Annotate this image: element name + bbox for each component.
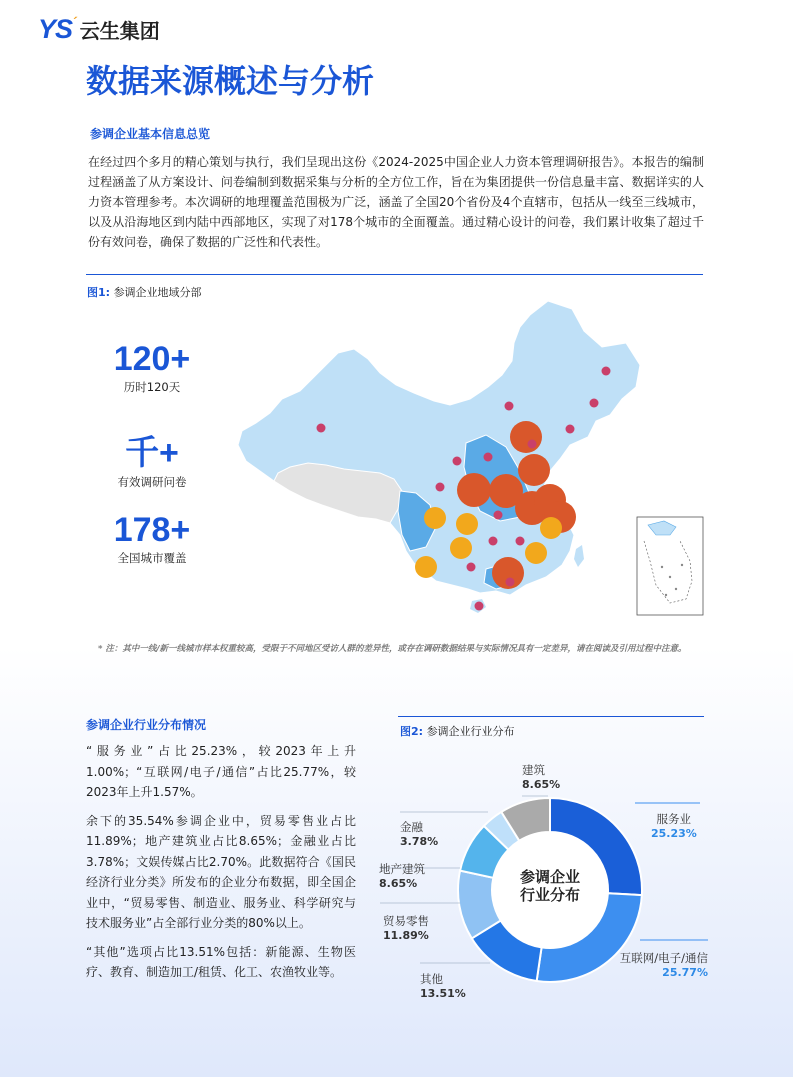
stat-block-days	[92, 340, 212, 395]
donut-center-line2: 行业分布	[519, 886, 581, 904]
company-logo	[38, 14, 160, 45]
donut-center-line1: 参调企业	[519, 868, 581, 886]
city-dot-small	[602, 367, 611, 376]
logo-text: 云生集团	[79, 19, 160, 43]
city-dot-mid	[450, 537, 472, 559]
figure1-note: * 注：其中一线/新一线城市样本权重较高，受限于不同地区受访人群的差异性，或存在调研数据结果与实际情况具有一定差异，请在阅读及引用过程中注意。	[98, 644, 687, 654]
logo-mark: YS´	[38, 14, 76, 44]
city-dot-small	[467, 563, 476, 572]
donut-label-internet: 互联网/电子/通信 25.77%	[619, 951, 708, 979]
city-dot-large	[510, 421, 542, 453]
city-dot-large	[518, 454, 550, 486]
city-dot-small	[475, 602, 484, 611]
city-dot-small	[436, 483, 445, 492]
stat-label: 有效调研问卷	[117, 475, 187, 489]
industry-paragraph-2: 余下的35.54%参调企业中，贸易零售业占比11.89%；地产建筑业占比8.65%；金融业占比3.78%；文娱传媒占比2.70%。此数据符合《国民经济行业分类》所发布的企业分布数据，即全国企业中，“贸易零售、制造业、服务业、科学研究与技术服务业”占全部行业分类的80%以上。	[86, 813, 356, 930]
industry-text	[86, 741, 356, 991]
figure1-caption: 图1: 参调企业地域分部	[87, 286, 202, 299]
city-dot-mid	[540, 517, 562, 539]
china-map	[230, 295, 710, 625]
city-dot-small	[506, 578, 515, 587]
industry-paragraph-1: “服务业”占比25.23%，较2023年上升1.00%；“互联网/电子/通信”占比25.77%，较2023年上升1.57%。	[86, 744, 356, 799]
city-dot-mid	[415, 556, 437, 578]
page-title: 数据来源概述与分析	[86, 62, 375, 100]
stat-block-cities	[92, 511, 212, 566]
city-dot-small	[484, 453, 493, 462]
stat-label: 历时120天	[123, 380, 181, 394]
city-dot-small	[528, 440, 537, 449]
map-island-taiwan	[574, 545, 584, 567]
city-dot-small	[505, 402, 514, 411]
donut-label-other: 其他 13.51%	[420, 972, 466, 1000]
city-dot-mid	[525, 542, 547, 564]
donut-label-retail: 贸易零售 11.89%	[383, 914, 429, 942]
section-heading-industry: 参调企业行业分布情况	[86, 718, 207, 732]
city-dot-small	[566, 425, 575, 434]
industry-paragraph-3: “其他”选项占比13.51%包括：新能源、生物医疗、教育、制造加工/租赁、化工、农渔牧业等。	[86, 944, 356, 979]
stat-value: 178+	[113, 511, 191, 549]
city-dot-mid	[424, 507, 446, 529]
city-dot-small	[317, 424, 326, 433]
figure2-rule	[398, 716, 704, 717]
stat-value: 120+	[113, 340, 191, 378]
donut-label-real-estate: 地产建筑 8.65%	[379, 862, 425, 890]
city-dot-small	[516, 537, 525, 546]
stat-block-surveys	[92, 425, 212, 490]
city-dot-small	[590, 399, 599, 408]
city-dot-small	[489, 537, 498, 546]
city-dot-small	[453, 457, 462, 466]
figure1-rule	[86, 274, 703, 275]
figure2-caption: 图2: 参调企业行业分布	[400, 725, 515, 738]
donut-label-construction: 建筑 8.65%	[522, 763, 561, 791]
section-heading-overview: 参调企业基本信息总览	[90, 127, 211, 141]
stat-value: 千+	[125, 434, 179, 472]
city-dot-large	[457, 473, 491, 507]
city-dot-mid	[456, 513, 478, 535]
stat-label: 全国城市覆盖	[117, 551, 187, 565]
donut-label-finance: 金融 3.78%	[400, 820, 439, 848]
city-dot-small	[494, 511, 503, 520]
donut-label-service: 服务业 25.23%	[651, 812, 697, 840]
overview-paragraph: 在经过四个多月的精心策划与执行，我们呈现出这份《2024-2025中国企业人力资本管理调研报告》。本报告的编制过程涵盖了从方案设计、问卷编制到数据采集与分析的全方位工作，旨在为集团提供一份信息量丰富、数据详实的人力资本管理参考。本次调研的地理覆盖范围极为广泛，涵盖了全国20个省份及4个直辖市，包括从一线至三线城市，以及从沿海地区到内陆中西部地区，实现了对178个城市的全面覆盖。通过精心设计的问卷，我们累计收集了超过千份有效问卷，确保了数据的广泛性和代表性。	[88, 155, 704, 249]
